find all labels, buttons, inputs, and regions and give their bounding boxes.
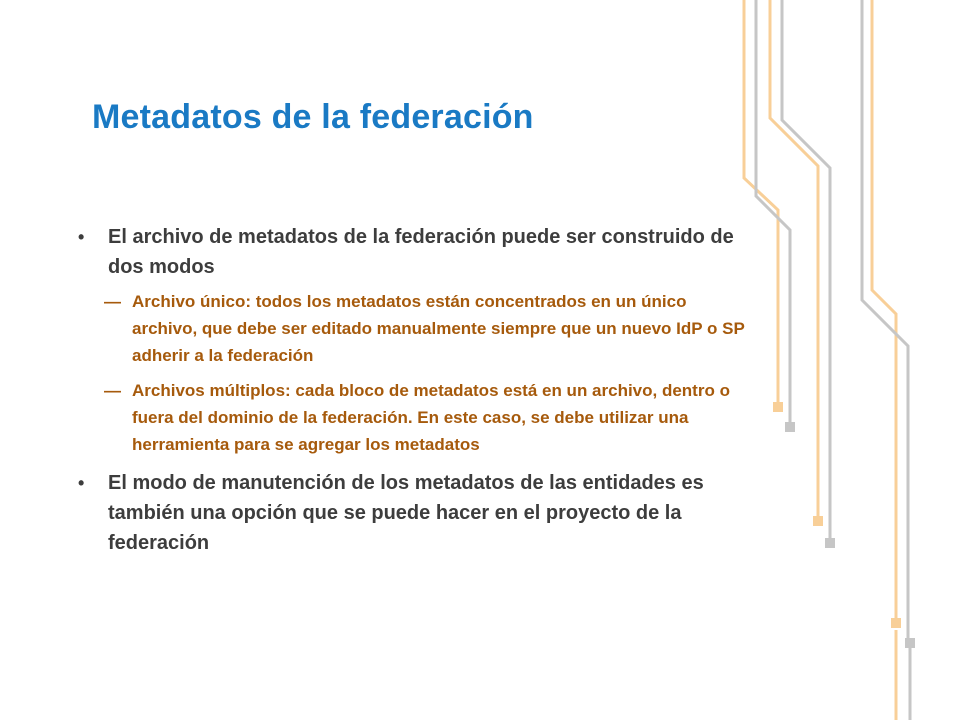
bullet-marker: • [78,473,85,493]
sub-bullet-marker: — [104,292,121,311]
sub-bullet-marker: — [104,381,121,400]
circuit-node-orange [891,618,901,628]
circuit-node-gray [785,422,795,432]
bullet-item [74,468,750,558]
slide-title: Metadatos de la federación [92,98,534,136]
circuit-node-orange [773,402,783,412]
bullet-item [74,222,750,282]
circuit-line-gray-3 [862,0,908,640]
sub-bullet-text: Archivos múltiplos: cada bloco de metadatos está en un archivo, dentro o fuera del dominio de la federación. En este caso, se debe utilizar una herramienta para se agregar los metadatos [132,381,730,454]
bullet-list [74,222,750,564]
circuit-node-gray [825,538,835,548]
circuit-line-orange-3 [872,0,896,622]
sub-bullet-item [74,288,750,369]
bullet-marker: • [78,227,85,247]
circuit-node-orange [813,516,823,526]
circuit-node-gray [905,638,915,648]
bullet-text: El modo de manutención de los metadatos de las entidades es también una opción que se puede hacer en el proyecto de la federación [108,472,704,554]
sub-bullet-item [74,377,750,458]
circuit-line-gray-1 [756,0,790,424]
bullet-text: El archivo de metadatos de la federación puede ser construido de dos modos [108,226,734,278]
sub-bullet-text: Archivo único: todos los metadatos están concentrados en un único archivo, que debe ser editado manualmente siempre que un nuevo IdP o SP adherir a la federación [132,292,745,365]
